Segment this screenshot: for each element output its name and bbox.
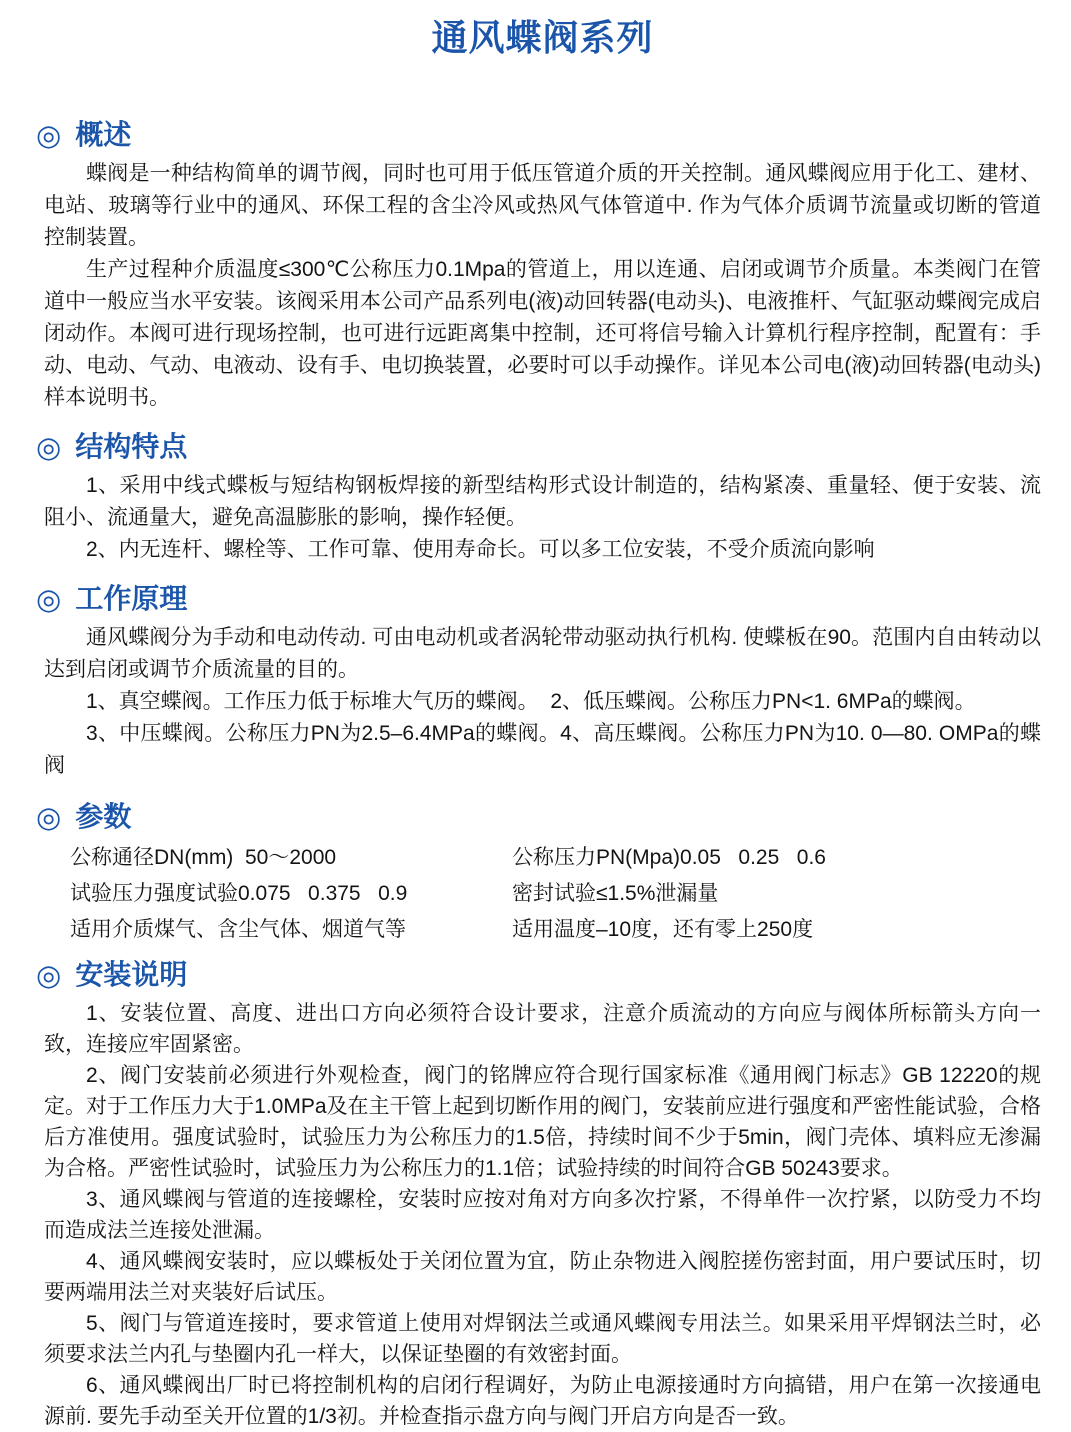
principle-paragraph: 通风蝶阀分为手动和电动传动. 可由电动机或者涡轮带动驱动执行机构. 使蝶板在90。范围内自由转动以达到启闭或调节介质流量的目的。	[44, 626, 1041, 681]
page-title: 通风蝶阀系列	[431, 17, 654, 58]
parameters-right-column	[512, 840, 1041, 948]
bullseye-icon: ◎	[36, 431, 62, 464]
section-heading-parameters	[36, 798, 1041, 836]
bullseye-icon: ◎	[36, 583, 62, 616]
section-overview	[36, 116, 1041, 414]
param-temperature-range: 适用温度–10度，还有零上250度	[512, 918, 814, 941]
section-structure-features	[36, 428, 1041, 566]
bullseye-icon: ◎	[36, 959, 62, 992]
section-heading-principle	[36, 580, 1041, 618]
structure-item-1: 1、采用中线式蝶板与短结构钢板焊接的新型结构形式设计制造的，结构紧凑、重量轻、便于安装、流阻小、流通量大，避免高温膨胀的影响，操作轻便。	[44, 474, 1041, 529]
structure-item-2: 2、内无连杆、螺栓等、工作可靠、使用寿命长。可以多工位安装，不受介质流向影响	[86, 538, 875, 561]
param-test-pressure: 试验压力强度试验0.075 0.375 0.9	[70, 882, 408, 905]
section-working-principle	[36, 580, 1041, 782]
overview-paragraph-2: 生产过程种介质温度≤300℃公称压力0.1Mpa的管道上，用以连通、启闭或调节介质量。本类阀门在管道中一般应当水平安装。该阀采用本公司产品系列电(液)动回转器(电动头)、电液推杆、气缸驱动蝶阀完成启闭动作。本阀可进行现场控制，也可进行远距离集中控制，还可将信号输入计算机行程序控制，配置有：手动、电动、气动、电液动、设有手、电切换装置，必要时可以手动操作。详见本公司电(液)动回转器(电动头)样本说明书。	[44, 258, 1041, 409]
section-heading-installation	[36, 956, 1041, 994]
section-title-principle: 工作原理	[75, 583, 188, 614]
param-nominal-pressure: 公称压力PN(Mpa)0.05 0.25 0.6	[512, 846, 826, 869]
section-heading-structure	[36, 428, 1041, 466]
installation-item-5: 5、阀门与管道连接时，要求管道上使用对焊钢法兰或通风蝶阀专用法兰。如果采用平焊钢法兰时，必须要求法兰内孔与垫圈内孔一样大，以保证垫圈的有效密封面。	[44, 1312, 1041, 1366]
section-parameters	[36, 798, 1041, 948]
bullseye-icon: ◎	[36, 119, 62, 152]
section-title-overview: 概述	[75, 119, 132, 150]
principle-type-line-1: 1、真空蝶阀。工作压力低于标堆大气历的蝶阀。 2、低压蝶阀。公称压力PN<1. 6MPa的蝶阀。	[86, 690, 976, 713]
section-heading-overview	[36, 116, 1041, 154]
bullseye-icon: ◎	[36, 801, 62, 834]
installation-item-4: 4、通风蝶阀安装时，应以蝶板处于关闭位置为宜，防止杂物进入阀腔搓伤密封面，用户要试压时，切要两端用法兰对夹装好后试压。	[44, 1250, 1041, 1304]
installation-item-6: 6、通风蝶阀出厂时已将控制机构的启闭行程调好，为防止电源接通时方向搞错，用户在第一次接通电源前. 要先手动至关开位置的1/3初。并检查指示盘方向与阀门开启方向是否一致。	[44, 1374, 1041, 1428]
installation-item-1: 1、安装位置、高度、进出口方向必须符合设计要求，注意介质流动的方向应与阀体所标箭头方向一致，连接应牢固紧密。	[44, 1002, 1041, 1056]
section-title-parameters: 参数	[75, 801, 132, 832]
section-title-structure: 结构特点	[75, 431, 188, 462]
param-seal-test: 密封试验≤1.5%泄漏量	[512, 882, 719, 905]
param-nominal-diameter: 公称通径DN(mm) 50～2000	[70, 846, 337, 869]
parameters-left-column	[44, 840, 512, 948]
param-applicable-media: 适用介质煤气、含尘气体、烟道气等	[70, 918, 406, 941]
installation-item-2: 2、阀门安装前必须进行外观检查，阀门的铭牌应符合现行国家标准《通用阀门标志》GB 12220的规定。对于工作压力大于1.0MPa及在主干管上起到切断作用的阀门，安装前应进行强度和严密性能试验，合格后方准使用。强度试验时，试验压力为公称压力的1.5倍，持续时间不少于5min，阀门壳体、填料应无渗漏为合格。严密性试验时，试验压力为公称压力的1.1倍；试验持续的时间符合GB 50243要求。	[44, 1064, 1041, 1180]
overview-paragraph-1: 蝶阀是一种结构简单的调节阀，同时也可用于低压管道介质的开关控制。通风蝶阀应用于化工、建材、电站、玻璃等行业中的通风、环保工程的含尘冷风或热风气体管道中. 作为气体介质调节流量或切断的管道控制装置。	[44, 162, 1041, 249]
principle-type-line-2: 3、中压蝶阀。公称压力PN为2.5–6.4MPa的蝶阀。4、高压蝶阀。公称压力PN为10. 0—80. OMPa的蝶阀	[44, 722, 1041, 777]
section-title-installation: 安装说明	[75, 959, 188, 990]
section-installation	[36, 956, 1041, 1432]
installation-item-3: 3、通风蝶阀与管道的连接螺栓，安装时应按对角对方向多次拧紧，不得单件一次拧紧，以防受力不均而造成法兰连接处泄漏。	[44, 1188, 1041, 1242]
parameters-table	[44, 840, 1041, 948]
